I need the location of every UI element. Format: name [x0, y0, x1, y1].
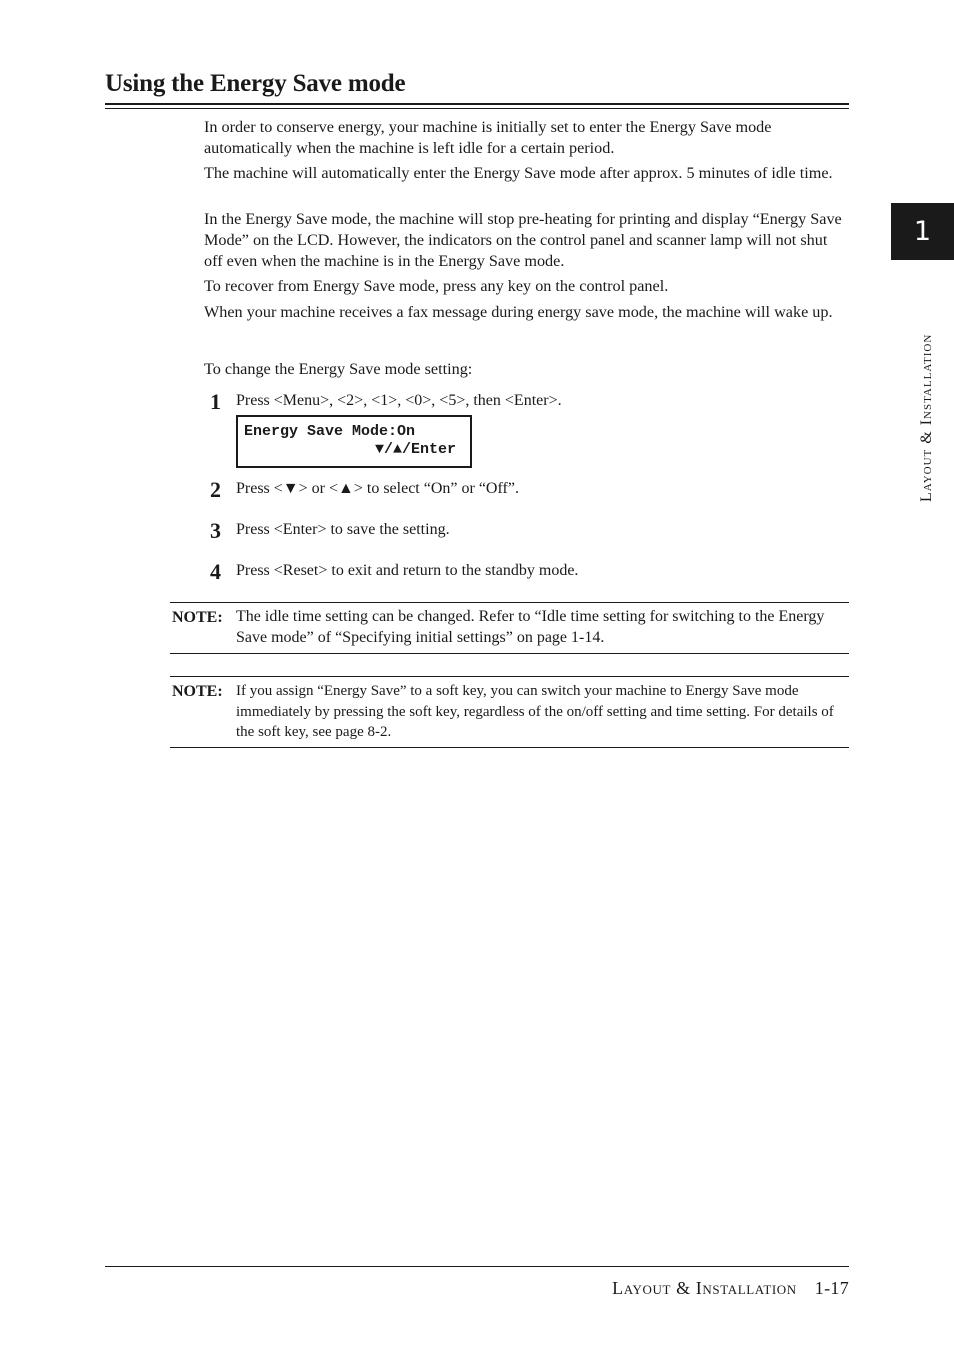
- energy-save-behavior-paragraph: In the Energy Save mode, the machine will stop pre-heating for printing and display “Energy Save Mode” on the LCD. However, the indicators on the control panel and scanner lamp will not shut off even when the machine is in the Energy Save mode.: [204, 210, 842, 270]
- chapter-side-label: Layout & Installation: [918, 333, 935, 502]
- section-heading: Using the Energy Save mode: [105, 70, 406, 97]
- recover-paragraph: To recover from Energy Save mode, press any key on the control panel.: [204, 277, 669, 295]
- step-number: 1: [210, 389, 221, 414]
- step-text: Press <Reset> to exit and return to the standby mode.: [236, 562, 579, 579]
- heading-rule-thick: [105, 103, 849, 105]
- lcd-line-2: ▼/▲/Enter: [374, 441, 456, 458]
- procedure-intro: To change the Energy Save mode setting:: [204, 360, 473, 378]
- note-top-rule: [170, 676, 849, 677]
- lcd-line-1: Energy Save Mode:On: [244, 423, 416, 440]
- note-bottom-rule: [170, 653, 849, 654]
- step-number: 2: [210, 477, 221, 502]
- chapter-tab: 1: [891, 203, 954, 260]
- footer-rule: [105, 1266, 849, 1267]
- note-label: NOTE:: [172, 609, 223, 626]
- fax-wakeup-paragraph: When your machine receives a fax message during energy save mode, the machine will wake up.: [204, 303, 833, 321]
- footer-section-title: Layout & Installation: [612, 1278, 797, 1298]
- idle-time-paragraph: The machine will automatically enter the Energy Save mode after approx. 5 minutes of idle time.: [204, 164, 833, 182]
- intro-paragraph: In order to conserve energy, your machine is initially set to enter the Energy Save mode automatically when the machine is left idle for a certain period.: [204, 118, 772, 157]
- step-text: Press <▼> or <▲> to select “On” or “Off”.: [236, 480, 519, 497]
- note-top-rule: [170, 602, 849, 603]
- heading-rule-thin: [105, 108, 849, 109]
- step-number: 3: [210, 518, 221, 543]
- page-footer: [612, 1278, 849, 1299]
- note-label: NOTE:: [172, 683, 223, 700]
- step-number: 4: [210, 559, 221, 584]
- step-text: Press <Menu>, <2>, <1>, <0>, <5>, then <Enter>.: [236, 392, 562, 409]
- note-text: The idle time setting can be changed. Refer to “Idle time setting for switching to the Energy Save mode” of “Specifying initial settings” on page 1-14.: [236, 608, 825, 646]
- lcd-display: [236, 415, 472, 468]
- note-text: If you assign “Energy Save” to a soft key, you can switch your machine to Energy Save mode immediately by pressing the soft key, regardless of the on/off setting and time setting. For details of the soft key, see page 8-2.: [236, 683, 834, 740]
- note-bottom-rule: [170, 747, 849, 748]
- step-text: Press <Enter> to save the setting.: [236, 521, 450, 538]
- page-number: 1-17: [814, 1278, 849, 1298]
